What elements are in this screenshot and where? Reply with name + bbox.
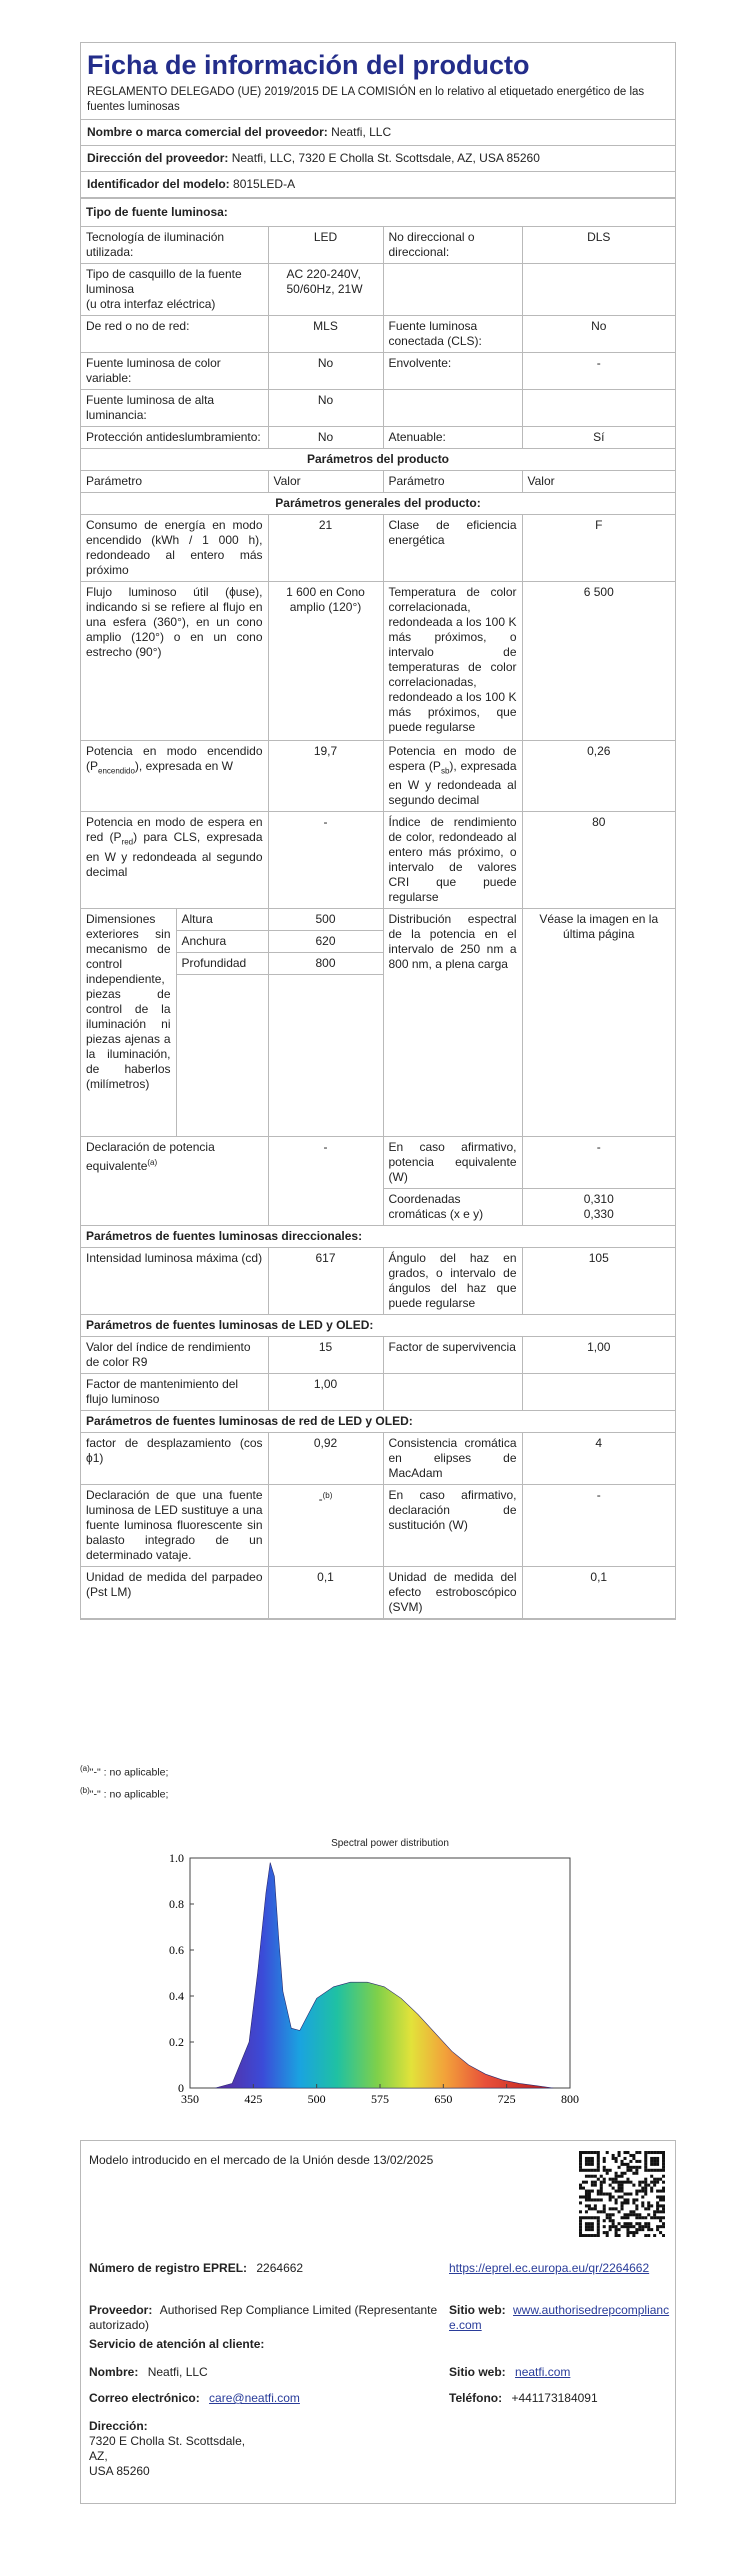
row-value: DLS bbox=[522, 227, 675, 264]
y-tick-label: 0 bbox=[178, 2081, 184, 2095]
eprel-row bbox=[89, 2261, 303, 2276]
row-label: De red o no de red: bbox=[81, 316, 268, 353]
row-label: Declaración de potencia equivalente$^{(a)}$ bbox=[81, 1137, 268, 1226]
x-tick-label: 725 bbox=[497, 2092, 516, 2106]
row-label: Factor de supervivencia bbox=[383, 1337, 522, 1374]
row-value: -$^{(b)}$ bbox=[268, 1485, 383, 1567]
row-value: 0,1 bbox=[268, 1567, 383, 1619]
row-label: Atenuable: bbox=[383, 427, 522, 449]
table-row bbox=[81, 582, 675, 741]
row-value: 0,26 bbox=[522, 741, 675, 812]
page-title: Ficha de información del producto bbox=[87, 50, 530, 80]
row-value: - bbox=[522, 1137, 675, 1189]
row-label: Valor del índice de rendimiento de color R9 bbox=[81, 1337, 268, 1374]
row-label: Temperatura de color correlacionada, redondeada a los 100 K más próximos, o intervalo de temperaturas de color correlacionadas, redondeado a los 100 K más próximos, que puede regularse bbox=[383, 582, 522, 741]
row-label: En caso afirmativo, potencia equivalente (W) bbox=[383, 1137, 522, 1189]
row-label: Intensidad luminosa máxima (cd) bbox=[81, 1248, 268, 1315]
row-value: - bbox=[522, 353, 675, 390]
row-value: AC 220-240V, 50/60Hz, 21W bbox=[268, 264, 383, 316]
row-value: 1,00 bbox=[268, 1374, 383, 1411]
y-tick-label: 0.2 bbox=[169, 2035, 184, 2049]
email-label: Correo electrónico: bbox=[89, 2391, 200, 2405]
provider-value: Authorised Rep Compliance Limited (Representante autorizado) bbox=[89, 2303, 438, 2332]
row-label: Tipo de casquillo de la fuente luminosa (u otra interfaz eléctrica) bbox=[81, 264, 268, 316]
address-label: Dirección: bbox=[89, 2419, 148, 2433]
y-tick-label: 0.8 bbox=[169, 1897, 184, 1911]
row-value: No bbox=[268, 390, 383, 427]
service-name-value: Neatfi, LLC bbox=[147, 2365, 208, 2379]
height-value: 500 bbox=[268, 909, 383, 931]
provider-label: Proveedor: bbox=[89, 2303, 153, 2317]
row-label: No direccional o direccional: bbox=[383, 227, 522, 264]
row-value: - bbox=[522, 1485, 675, 1567]
x-tick-label: 425 bbox=[244, 2092, 263, 2106]
eprel-link[interactable]: https://eprel.ec.europa.eu/qr/2264662 bbox=[449, 2261, 650, 2275]
depth-label: Profundidad bbox=[176, 953, 268, 975]
table-row bbox=[81, 515, 675, 582]
market-date-text: Modelo introducido en el mercado de la Unión desde 13/02/2025 bbox=[89, 2153, 434, 2167]
row-value: No bbox=[268, 427, 383, 449]
row-value: 80 bbox=[522, 812, 675, 909]
service-web-row bbox=[449, 2365, 570, 2380]
row-label: Unidad de medida del efecto estroboscópico (SVM) bbox=[383, 1567, 522, 1619]
phone-label: Teléfono: bbox=[449, 2391, 503, 2405]
phone-row bbox=[449, 2391, 598, 2406]
column-header: Parámetro bbox=[383, 471, 522, 493]
column-header: Valor bbox=[268, 471, 383, 493]
row-value: MLS bbox=[268, 316, 383, 353]
table-row bbox=[81, 1374, 675, 1411]
row-value: No bbox=[522, 316, 675, 353]
y-tick-label: 1.0 bbox=[169, 1851, 184, 1865]
row-label: Fuente luminosa de color variable: bbox=[81, 353, 268, 390]
row-value: No bbox=[268, 353, 383, 390]
provider-web-row bbox=[449, 2303, 671, 2333]
column-header-row bbox=[81, 471, 675, 493]
supplier-brand-value: Neatfi, LLC bbox=[331, 125, 392, 139]
row-value: 15 bbox=[268, 1337, 383, 1374]
row-value bbox=[522, 264, 675, 316]
parameters-table bbox=[81, 198, 675, 1619]
height-label: Altura bbox=[176, 909, 268, 931]
row-value bbox=[522, 1374, 675, 1411]
address-block bbox=[89, 2419, 245, 2479]
row-label: Unidad de medida del parpadeo (Pst LM) bbox=[81, 1567, 268, 1619]
provider-row bbox=[89, 2303, 439, 2333]
eprel-label: Número de registro EPREL: bbox=[89, 2261, 248, 2275]
row-label: Clase de eficiencia energética bbox=[383, 515, 522, 582]
row-label: Coordenadas cromáticas (x e y) bbox=[383, 1189, 522, 1226]
table-row bbox=[81, 390, 675, 427]
row-value: - bbox=[268, 812, 383, 909]
footnote-b: $^{(b)}$"-" : no aplicable; bbox=[80, 1785, 169, 1800]
mains-led-params-header: Parámetros de fuentes luminosas de red de LED y OLED: bbox=[81, 1411, 675, 1433]
row-label: En caso afirmativo, declaración de sustitución (W) bbox=[383, 1485, 522, 1567]
table-row bbox=[81, 909, 675, 931]
x-tick-label: 500 bbox=[307, 2092, 326, 2106]
row-value: 1,00 bbox=[522, 1337, 675, 1374]
model-id-value: 8015LED-A bbox=[233, 177, 296, 191]
email-link[interactable]: care@neatfi.com bbox=[209, 2391, 300, 2405]
row-label bbox=[383, 264, 522, 316]
table-row bbox=[81, 1567, 675, 1619]
row-label: Tecnología de iluminación utilizada: bbox=[81, 227, 268, 264]
row-label: factor de desplazamiento (cos ϕ1) bbox=[81, 1433, 268, 1485]
row-label: Potencia en modo de espera $(P_{sb})$, expresada en W y redondeada al segundo decimal bbox=[383, 741, 522, 812]
row-value: Sí bbox=[522, 427, 675, 449]
phone-value: +441173184091 bbox=[511, 2391, 598, 2405]
spd-area bbox=[215, 1863, 553, 2088]
x-tick-label: 800 bbox=[561, 2092, 579, 2106]
row-value: 617 bbox=[268, 1248, 383, 1315]
row-label: Consumo de energía en modo encendido (kWh / 1 000 h), redondeado al entero más próximo bbox=[81, 515, 268, 582]
table-row bbox=[81, 1137, 675, 1189]
provider-web-label: Sitio web: bbox=[449, 2303, 506, 2317]
row-value bbox=[522, 390, 675, 427]
table-row bbox=[81, 353, 675, 390]
supplier-address-label: Dirección del proveedor: bbox=[87, 151, 229, 165]
provider-web-link[interactable]: www.authorisedrepcompliance.com bbox=[449, 2303, 670, 2332]
light-source-type-header: Tipo de fuente luminosa: bbox=[81, 199, 675, 227]
row-label: Índice de rendimiento de color, redondeado al entero más próximo, o intervalo de valores CRI que puede regularse bbox=[383, 812, 522, 909]
service-name-row bbox=[89, 2365, 208, 2380]
directional-params-header: Parámetros de fuentes luminosas direccionales: bbox=[81, 1226, 675, 1248]
row-value: Véase la imagen en la última página bbox=[522, 909, 675, 1137]
row-value: 0,310 0,330 bbox=[522, 1189, 675, 1226]
address-line: 7320 E Cholla St. Scottsdale, bbox=[89, 2434, 246, 2448]
supplier-address-value: Neatfi, LLC, 7320 E Cholla St. Scottsdale, AZ, USA 85260 bbox=[231, 151, 540, 165]
product-params-header: Parámetros del producto bbox=[81, 449, 675, 471]
row-label: Flujo luminoso útil (ϕuse), indicando si se refiere al flujo en una esfera (360°), en un cono amplio (120°) o en un cono estrecho (90°) bbox=[81, 582, 268, 741]
row-label: Ángulo del haz en grados, o intervalo de ángulos del haz que puede regularse bbox=[383, 1248, 522, 1315]
service-header: Servicio de atención al cliente: bbox=[89, 2337, 265, 2351]
qr-code-icon[interactable] bbox=[579, 2151, 665, 2237]
dimensions-label: Dimensiones exteriores sin mecanismo de control independiente, piezas de control de la iluminación ni piezas ajenas a la iluminación, de haberlos (milímetros) bbox=[81, 909, 176, 1137]
row-value: 0,1 bbox=[522, 1567, 675, 1619]
table-row bbox=[81, 1337, 675, 1374]
table-row bbox=[81, 227, 675, 264]
regulation-text: REGLAMENTO DELEGADO (UE) 2019/2015 DE LA COMISIÓN en lo relativo al etiquetado energético de las fuentes luminosas bbox=[81, 83, 675, 120]
row-value: - bbox=[268, 1137, 383, 1226]
width-value: 620 bbox=[268, 931, 383, 953]
table-row bbox=[81, 812, 675, 909]
depth-value: 800 bbox=[268, 953, 383, 975]
supplier-brand-label: Nombre o marca comercial del proveedor: bbox=[87, 125, 328, 139]
y-tick-label: 0.4 bbox=[169, 1989, 184, 2003]
table-row bbox=[81, 264, 675, 316]
column-header: Parámetro bbox=[81, 471, 268, 493]
x-tick-label: 350 bbox=[181, 2092, 199, 2106]
footnote-a: $^{(a)}$"-" : no aplicable; bbox=[80, 1764, 169, 1779]
row-label: Declaración de que una fuente luminosa de LED sustituye a una fuente luminosa fluorescente sin balasto integrado de un determinado vataje. bbox=[81, 1485, 268, 1567]
table-row bbox=[81, 1485, 675, 1567]
row-label bbox=[383, 390, 522, 427]
row-label: Consistencia cromática en elipses de MacAdam bbox=[383, 1433, 522, 1485]
supplier-brand-row bbox=[81, 120, 675, 146]
row-label: Fuente luminosa de alta luminancia: bbox=[81, 390, 268, 427]
x-tick-label: 575 bbox=[371, 2092, 389, 2106]
footnotes bbox=[80, 1760, 168, 1803]
row-label: Distribución espectral de la potencia en el intervalo de 250 nm a 800 nm, a plena carga bbox=[383, 909, 522, 1137]
address-line: AZ, bbox=[89, 2449, 108, 2463]
row-label: Potencia en modo encendido $(P_{encendido})$, expresada en W bbox=[81, 741, 268, 812]
service-web-link[interactable]: neatfi.com bbox=[515, 2365, 571, 2379]
row-value: 1 600 en Cono amplio (120°) bbox=[268, 582, 383, 741]
row-value: 6 500 bbox=[522, 582, 675, 741]
model-id-label: Identificador del modelo: bbox=[87, 177, 230, 191]
row-label: Potencia en modo de espera en red $(P_{red})$ para CLS, expresada en W y redondeada al segundo decimal bbox=[81, 812, 268, 909]
row-value: 0,92 bbox=[268, 1433, 383, 1485]
y-tick-label: 0.6 bbox=[169, 1943, 184, 1957]
row-value: LED bbox=[268, 227, 383, 264]
eprel-value: 2264662 bbox=[256, 2261, 304, 2275]
row-value: 21 bbox=[268, 515, 383, 582]
table-row bbox=[81, 316, 675, 353]
row-value: 4 bbox=[522, 1433, 675, 1485]
service-web-label: Sitio web: bbox=[449, 2365, 506, 2379]
column-header: Valor bbox=[522, 471, 675, 493]
row-label bbox=[383, 1374, 522, 1411]
row-label: Envolvente: bbox=[383, 353, 522, 390]
row-label: Protección antideslumbramiento: bbox=[81, 427, 268, 449]
row-value: 19,7 bbox=[268, 741, 383, 812]
address-line: USA 85260 bbox=[89, 2464, 150, 2478]
x-tick-label: 650 bbox=[434, 2092, 453, 2106]
row-label: Factor de mantenimiento del flujo luminoso bbox=[81, 1374, 268, 1411]
table-row bbox=[81, 427, 675, 449]
email-row bbox=[89, 2391, 300, 2406]
table-row bbox=[81, 1248, 675, 1315]
table-row bbox=[81, 741, 675, 812]
footer-panel bbox=[80, 2140, 676, 2504]
table-row bbox=[81, 1433, 675, 1485]
supplier-address-row bbox=[81, 146, 675, 172]
model-id-row bbox=[81, 172, 675, 198]
service-name-label: Nombre: bbox=[89, 2365, 139, 2379]
led-params-header: Parámetros de fuentes luminosas de LED y OLED: bbox=[81, 1315, 675, 1337]
spectral-power-chart bbox=[150, 1830, 580, 2130]
general-params-header: Parámetros generales del producto: bbox=[81, 493, 675, 515]
row-value: 105 bbox=[522, 1248, 675, 1315]
row-value: F bbox=[522, 515, 675, 582]
width-label: Anchura bbox=[176, 931, 268, 953]
chart-title: Spectral power distribution bbox=[331, 1838, 449, 1849]
row-label: Fuente luminosa conectada (CLS): bbox=[383, 316, 522, 353]
product-info-sheet bbox=[80, 42, 676, 1620]
